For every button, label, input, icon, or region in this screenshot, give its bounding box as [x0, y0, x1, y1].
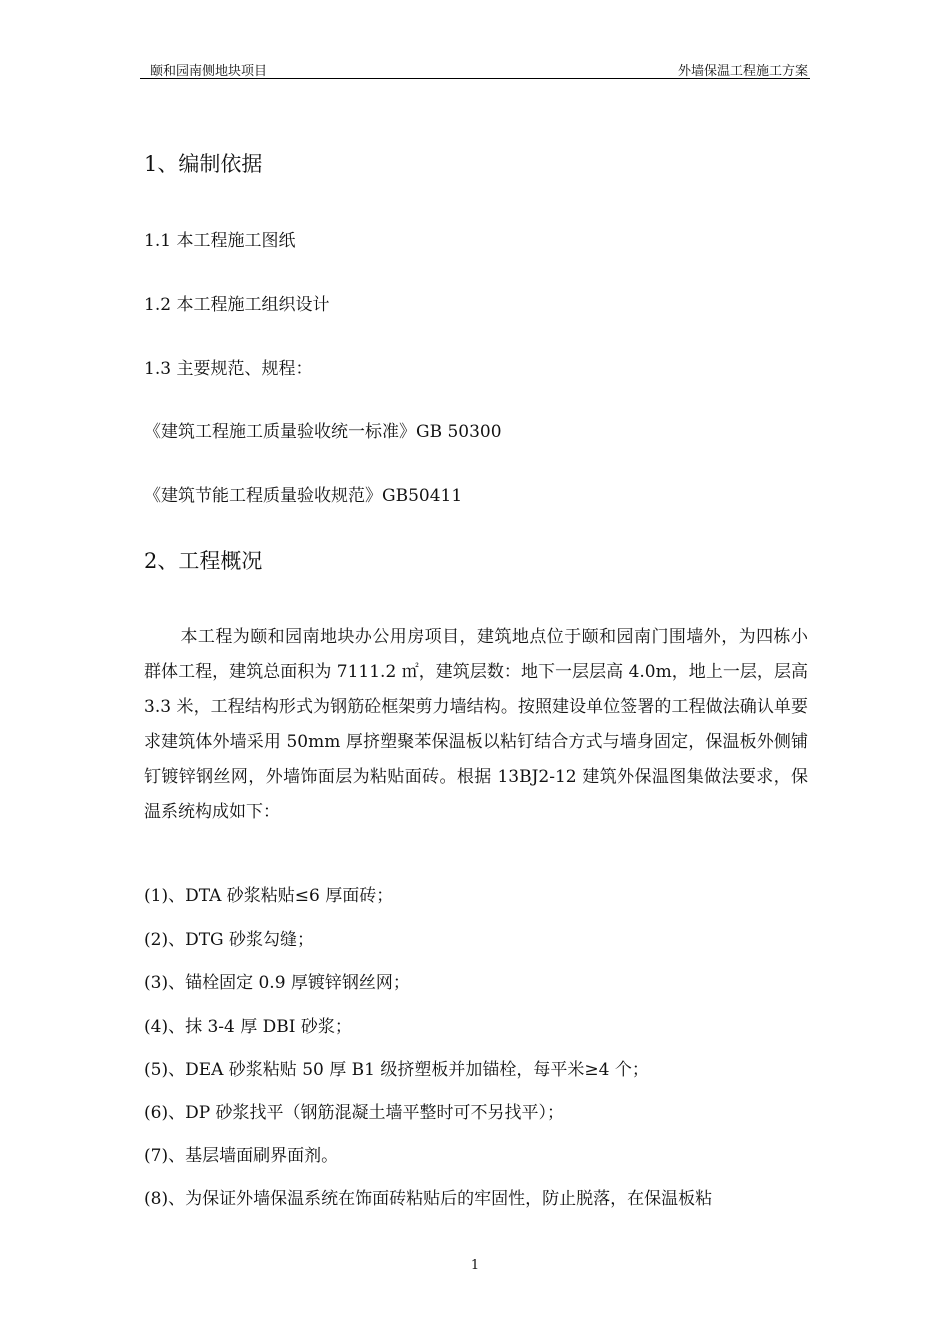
standard-reference: 《建筑节能工程质量验收规范》GB50411 [144, 486, 463, 506]
system-layer-item: (8)、为保证外墙保温系统在饰面砖粘贴后的牢固性，防止脱落，在保温板粘 [144, 1189, 713, 1209]
page-number: 1 [470, 1258, 480, 1273]
system-layer-item: (5)、DEA 砂浆粘贴 50 厚 B1 级挤塑板并加锚栓，每平米≥4 个； [144, 1060, 649, 1080]
project-overview-text: 本工程为颐和园南地块办公用房项目，建筑地点位于颐和园南门围墙外，为四栋小群体工程，建筑总面积为 7111.2 ㎡，建筑层数：地下一层层高 4.0m，地上一层，层高 3.3 米，工程结构形式为钢筋砼框架剪力墙结构。按照建设单位签署的工程做法确认单要求建筑体外墙采用 50mm 厚挤塑聚苯保温板以粘钉结合方式与墙身固定，保温板外侧铺钉镀锌钢丝网，外墙饰面层为粘贴面砖。根据 13BJ2-12 建筑外保温图集做法要求，保温系统构成如下： [144, 627, 808, 822]
project-overview-paragraph [144, 620, 808, 830]
page-header [140, 58, 810, 79]
section-1-item: 1.2 本工程施工组织设计 [144, 295, 330, 315]
section-1-heading: 1、编制依据 [144, 152, 263, 176]
header-project-name: 颐和园南侧地块项目 [150, 64, 268, 79]
system-layer-item: (3)、锚栓固定 0.9 厚镀锌钢丝网； [144, 973, 410, 993]
system-layer-item: (1)、DTA 砂浆粘贴≤6 厚面砖； [144, 886, 394, 906]
system-layer-item: (7)、基层墙面刷界面剂。 [144, 1146, 339, 1166]
system-layer-item: (2)、DTG 砂浆勾缝； [144, 930, 315, 950]
system-layer-item: (6)、DP 砂浆找平（钢筋混凝土墙平整时可不另找平）； [144, 1103, 565, 1123]
header-document-title: 外墙保温工程施工方案 [677, 64, 808, 79]
system-layer-item: (4)、抹 3-4 厚 DBI 砂浆； [144, 1017, 352, 1037]
section-1-item: 1.1 本工程施工图纸 [144, 231, 296, 251]
section-2-heading: 2、工程概况 [144, 549, 263, 573]
standard-reference: 《建筑工程施工质量验收统一标准》GB 50300 [144, 422, 502, 442]
section-1-item: 1.3 主要规范、规程： [144, 359, 313, 379]
